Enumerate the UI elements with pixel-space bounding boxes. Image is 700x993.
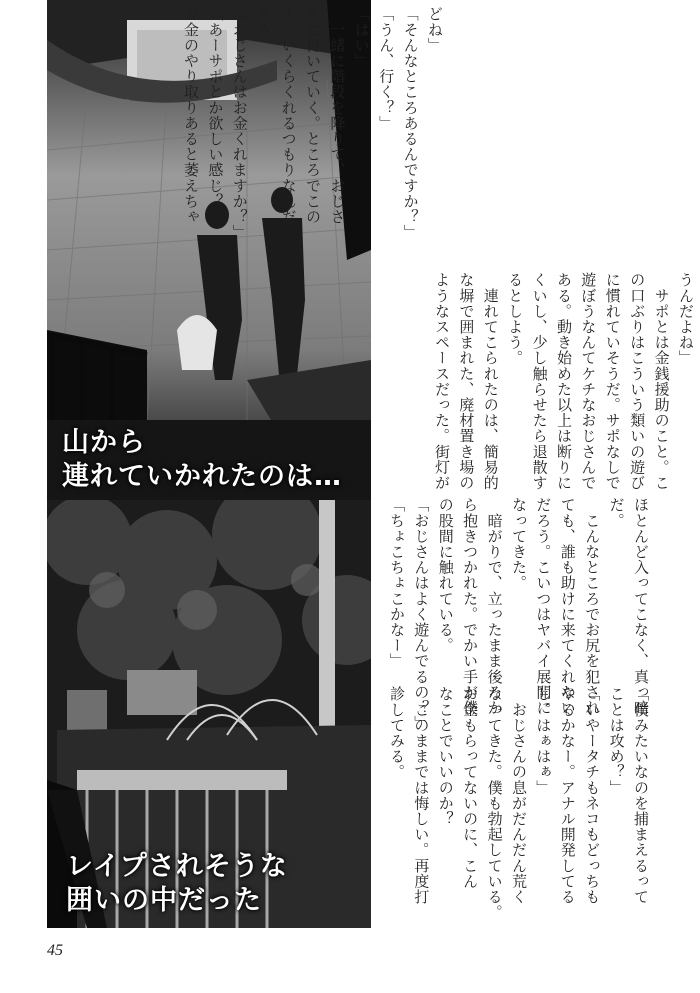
text-column-top [179,6,447,262]
text-line: 人、いくらくれるつもりなんだ [279,6,298,225]
text-line: に慣れていそうだ。サポなしで [603,272,622,491]
text-line: ある。動き始めた以上は断りに [554,272,573,491]
text-line: 「はい」 [352,6,371,69]
text-line: 「うん、行く？」 [377,6,396,131]
text-line: 「いやータチもネコもどっちも [583,686,602,905]
text-line: ろう。 [255,6,274,53]
text-line: んに付いていく。ところでこの [303,6,322,225]
text-line: 一緒に階段を降りて、おじさ [328,6,347,225]
text-line: 暗がりで、立ったまま後ろか [485,497,504,716]
text-line: くいし、少し触らせたら退散す [530,272,549,491]
text-line: 診してみる。 [387,686,406,780]
text-line: このままでは悔しい。再度打 [412,686,431,905]
text-line: ても、誰も助けに来てくれない [558,497,577,716]
text-line: おじさんの息がだんだん荒く [509,686,528,905]
text-line: うんだよね」 [677,272,695,366]
page-number: 45 [47,942,63,959]
text-line: お金のやり取りあると萎えちゃ [181,6,200,225]
text-line: 「あーサポとか欲しい感じ？ [206,6,225,209]
text-line: ら抱きつかれた。でかい手が僕 [461,497,480,716]
text-line: ようなスペースだった。街灯が [432,272,451,491]
text-column-bottom [385,686,653,936]
caption-top [62,426,342,494]
text-line: 遊ぼうなんてケチなおじさんで [579,272,598,491]
text-line: こんなところでお尻を犯され [583,497,602,716]
text-line: お金もらってないのに、こん [461,686,480,889]
text-line: サポとは金銭援助のこと。こ [652,272,671,491]
text-line: ほとんど入ってこなく、真っ暗 [632,497,650,716]
text-line: るとしよう。 [506,272,525,366]
text-line: なってきた。 [509,497,528,591]
text-line: 「ちょこちょこかなー」 [387,497,406,669]
text-line: 「おじさんはよく遊んでるの？」 [412,497,431,731]
text-line: の股間に触れている。 [436,497,455,653]
text-line: ことは攻め？」 [607,686,626,796]
text-column-lower [385,497,653,731]
text-column-middle [430,272,698,491]
caption-top-line2: 連れていかれたのは… [62,461,342,492]
caption-bottom-line2: 囲いの中だった [66,885,262,916]
caption-top-line1: 山から [62,427,146,458]
text-line: し。はぁはぁ」 [534,686,553,796]
text-line: 連れてこられたのは、簡易的 [481,272,500,491]
text-line: やるかなー。アナル開発してる [558,686,577,905]
caption-bottom [66,850,288,918]
text-line: 「おじさんはお金くれますか？」 [230,6,249,240]
text-line: だ。 [607,497,626,529]
text-line: なことでいいのか？ [436,686,455,827]
text-line: 「僕みたいなのを捕まえるって [632,686,650,905]
text-line: だろう。こいつはヤバイ展開に [534,497,553,716]
text-line: なってきた。僕も勃起している。 [485,686,504,920]
text-line: の口ぶりはこういう類いの遊び [628,272,647,491]
caption-bottom-line1: レイプされそうな [66,851,288,882]
text-line: な塀で囲まれた、廃材置き場の [457,272,476,491]
text-line: 「そんなところあるんですか？」 [401,6,420,240]
text-line: どね」 [426,6,444,53]
